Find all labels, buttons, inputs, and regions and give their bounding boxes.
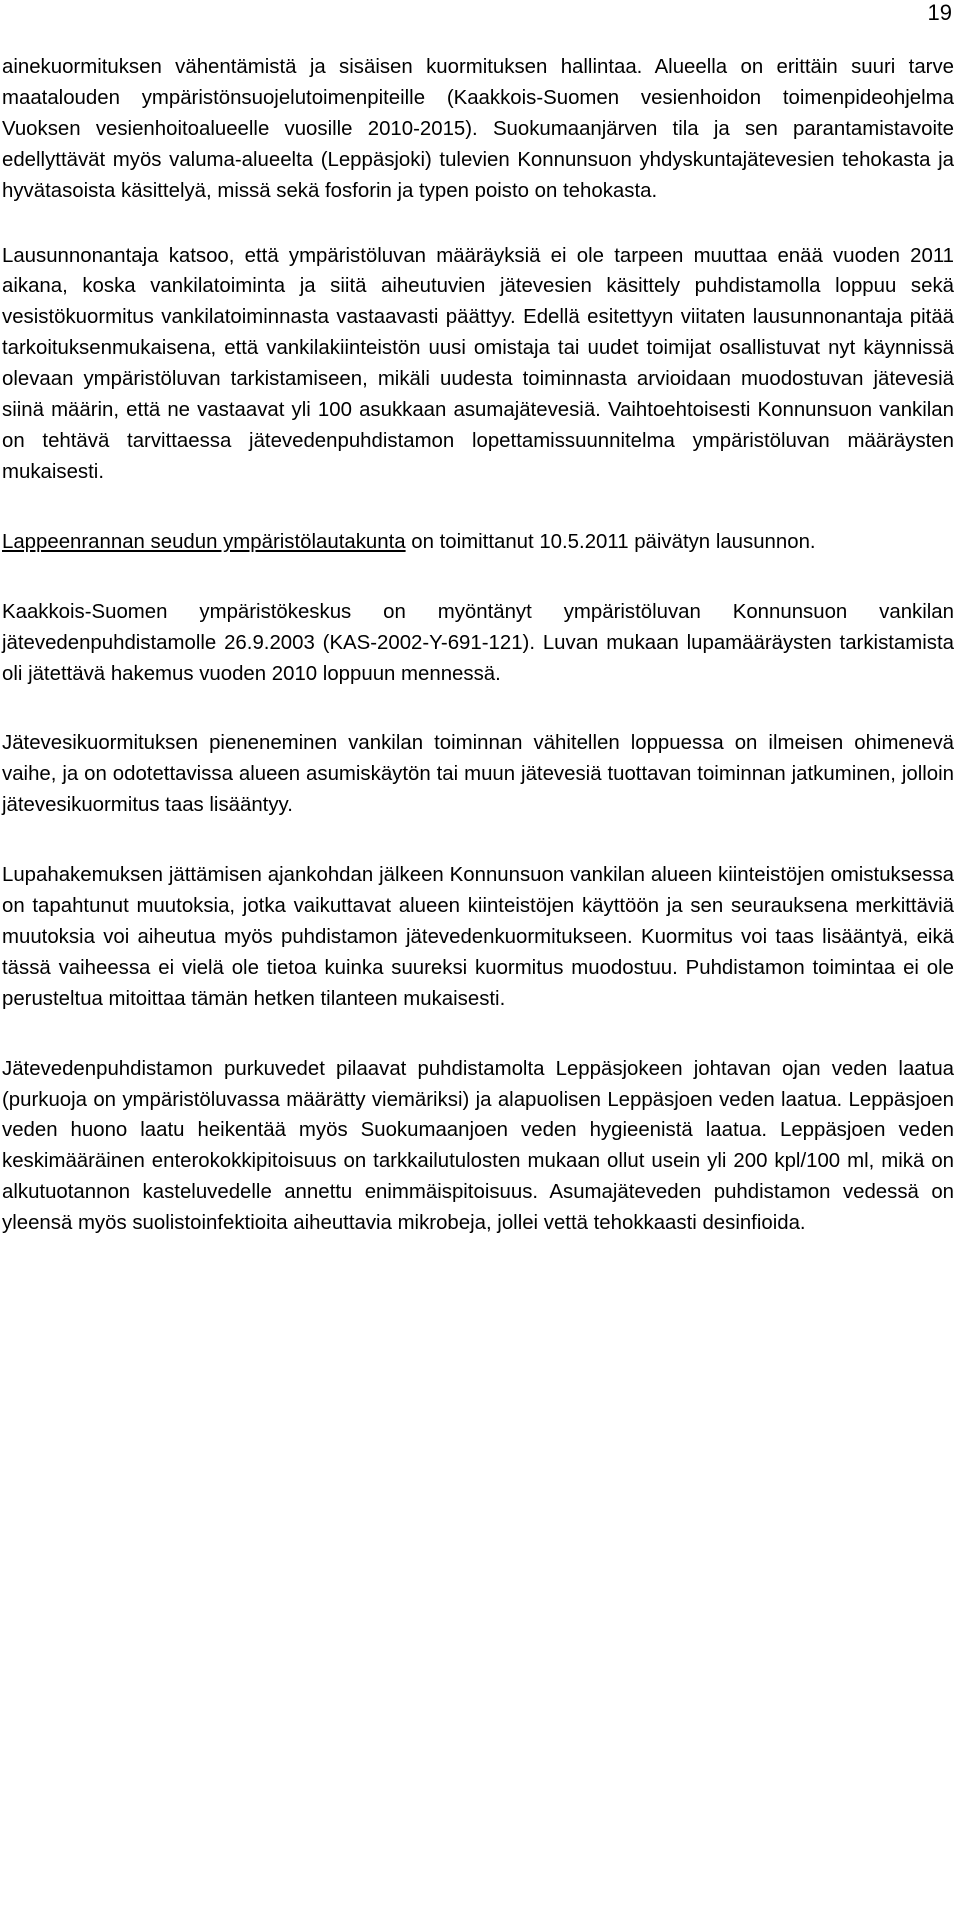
paragraph-continuation: ainekuormituksen vähentämistä ja sisäisen kuormituksen hallintaa. Alueella on erittäin suuri tarve maatalouden ympäristönsuojelutoimenpiteille (Kaakkois-Suomen vesienhoidon toimenpideohjelma Vuoksen vesienhoitoalueelle vuosille 2010-2015). Suokumaanjärven tila ja sen parantamistavoite edellyttävät myös valuma-alueelta (Leppäsjoki) tulevien Konnunsuon yhdyskuntajätevesien tehokasta ja hyvätasoista käsittelyä, missä sekä fosforin ja typen poisto on tehokasta. [2, 56, 954, 202]
environmental-board-name: Lappeenrannan seudun ympäristölautakunta [2, 530, 406, 553]
paragraph-load-reduction: Jätevesikuormituksen pieneneminen vankilan toiminnan vähitellen loppuessa on ilmeisen ohimenevä vaihe, ja on odotettavissa alueen asumiskäytön tai muun jätevesiä tuottavan toiminnan jatkuminen, jolloin jätevesikuormitus taas lisääntyy. [2, 732, 954, 817]
document-body [2, 52, 954, 1278]
environmental-board-statement: on toimittanut 10.5.2011 päivätyn lausunnon. [405, 530, 816, 553]
page-number: 19 [927, 0, 952, 25]
paragraph-ownership-changes: Lupahakemuksen jättämisen ajankohdan jälkeen Konnunsuon vankilan alueen kiinteistöjen omistuksessa on tapahtunut muutoksia, jotka vaikuttavat alueen kiinteistöjen käyttöön ja sen seurauksena merkittäviä muutoksia voi aiheutua myös puhdistamon jätevedenkuormitukseen. Kuormitus voi taas lisääntyä, eikä tässä vaiheessa ei vielä ole tietoa kuinka suureksi kuormitus muodostuu. Puhdistamon toimintaa ei ole perusteltua mitoittaa tämän hetken tilanteen mukaisesti. [2, 864, 954, 1010]
paragraph-permit-history: Kaakkois-Suomen ympäristökeskus on myöntänyt ympäristöluvan Konnunsuon vankilan jätevedenpuhdistamolle 26.9.2003 (KAS-2002-Y-691-121). Luvan mukaan lupamääräysten tarkistamista oli jätettävä hakemus vuoden 2010 loppuun mennessä. [2, 600, 954, 685]
paragraph-statement-opinion: Lausunnonantaja katsoo, että ympäristöluvan määräyksiä ei ole tarpeen muuttaa enää vuoden 2011 aikana, koska vankilatoiminta ja siitä aiheutuvien jätevesien käsittely puhdistamolla loppuu sekä vesistökuormitus vankilatoiminnasta vastaavasti päättyy. Edellä esitettyyn viitaten lausunnonantaja pitää tarkoituksenmukaisena, että vankilakiinteistön uusi omistaja tai uudet toimijat osallistuvat nyt käynnissä olevaan ympäristöluvan tarkistamiseen, mikäli uudesta toiminnasta arvioidaan muodostuvan jätevesiä siinä määrin, että ne vastaavat yli 100 asukkaan asumajätevesiä. Vaihtoehtoisesti Konnunsuon vankilan on tehtävä tarvittaessa jätevedenpuhdistamon lopettamissuunnitelma ympäristöluvan määräysten mukaisesti. [2, 244, 954, 483]
paragraph-environmental-board [2, 527, 954, 558]
paragraph-water-quality: Jätevedenpuhdistamon purkuvedet pilaavat puhdistamolta Leppäsjokeen johtavan ojan veden laatua (purkuoja on ympäristöluvassa määrätty viemäriksi) ja alapuolisen Leppäsjoen veden laatua. Leppäsjoen veden huono laatu heikentää myös Suokumaanjoen veden hygieenistä laatua. Leppäsjoen veden keskimääräinen enterokokkipitoisuus on tarkkailutulosten mukaan ollut usein yli 200 kpl/100 ml, mikä on alkutuotannon kasteluvedelle annettu enimmäispitoisuus. Asumajäteveden puhdistamon vedessä on yleensä myös suolistoinfektioita aiheuttavia mikrobeja, jollei vettä tehokkaasti desinfioida. [2, 1057, 954, 1235]
